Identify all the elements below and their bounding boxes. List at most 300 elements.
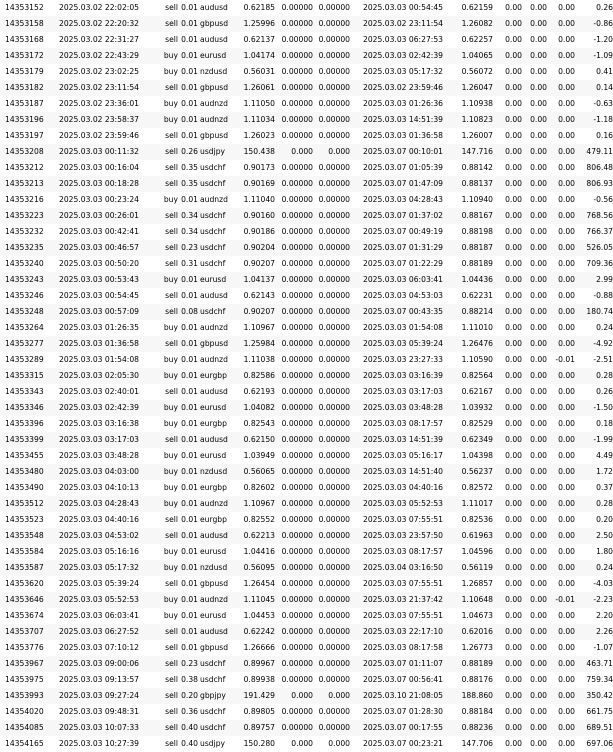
ticket-cell: 14353187 [5, 99, 44, 108]
ticket-cell: 14353396 [5, 419, 44, 428]
symbol-cell: audusd [200, 3, 228, 12]
trade-type-cell: sell [165, 531, 178, 540]
column-spacer [350, 256, 363, 272]
profit-cell: 0.37 [596, 483, 613, 492]
taxes-cell: 0.00 [530, 339, 547, 348]
trade-type-cell: buy [163, 611, 178, 620]
take-profit-cell: 0.00000 [318, 211, 350, 220]
stop-loss-cell: 0.00000 [281, 435, 313, 444]
lot-size-cell: 0.01 [181, 403, 198, 412]
profit-cell: 697.06 [586, 739, 613, 748]
ticket-cell: 14353213 [5, 179, 44, 188]
ticket-cell: 14353343 [5, 387, 44, 396]
open-price-cell: 1.04082 [243, 403, 275, 412]
close-price-cell: 0.82529 [461, 419, 493, 428]
symbol-cell: gbpusd [200, 19, 229, 28]
lot-size-cell: 0.01 [181, 451, 198, 460]
column-spacer [350, 624, 363, 640]
profit-cell: 806.48 [586, 163, 613, 172]
table-row [0, 16, 613, 32]
column-spacer [350, 432, 363, 448]
column-spacer [350, 160, 363, 176]
take-profit-cell: 0.00000 [318, 35, 350, 44]
commission-cell: 0.00 [505, 3, 522, 12]
trade-type-cell: buy [163, 195, 178, 204]
take-profit-cell: 0.00000 [318, 643, 350, 652]
open-time-cell: 2025.03.03 00:53:43 [59, 275, 139, 284]
ticket-cell: 14353208 [5, 147, 44, 156]
taxes-cell: 0.00 [530, 115, 547, 124]
symbol-cell: audnzd [200, 323, 228, 332]
close-price-cell: 1.10938 [461, 99, 493, 108]
open-time-cell: 2025.03.03 02:05:30 [59, 371, 139, 380]
open-time-cell: 2025.03.03 09:48:31 [59, 707, 139, 716]
lot-size-cell: 0.01 [181, 483, 198, 492]
trade-type-cell: buy [163, 323, 178, 332]
taxes-cell: 0.00 [530, 451, 547, 460]
commission-cell: 0.00 [505, 403, 522, 412]
lot-size-cell: 0.01 [181, 467, 198, 476]
close-time-cell: 2025.03.03 08:17:58 [363, 643, 443, 652]
commission-cell: 0.00 [505, 19, 522, 28]
taxes-cell: 0.00 [530, 211, 547, 220]
ticket-cell: 14353182 [5, 83, 44, 92]
swap-cell: -0.01 [555, 355, 575, 364]
open-time-cell: 2025.03.03 04:53:02 [59, 531, 139, 540]
open-time-cell: 2025.03.03 04:03:00 [59, 467, 139, 476]
close-time-cell: 2025.03.07 01:28:30 [363, 707, 443, 716]
close-time-cell: 2025.03.03 08:17:57 [363, 419, 443, 428]
profit-cell: 2.50 [596, 531, 613, 540]
swap-cell: -0.01 [555, 595, 575, 604]
trade-type-cell: sell [165, 179, 178, 188]
ticket-cell: 14353235 [5, 243, 44, 252]
symbol-cell: usdchf [200, 243, 226, 252]
open-price-cell: 0.89805 [243, 707, 275, 716]
table-row [0, 736, 613, 750]
take-profit-cell: 0.00000 [318, 707, 350, 716]
take-profit-cell: 0.00000 [318, 51, 350, 60]
stop-loss-cell: 0.000 [291, 691, 313, 700]
column-spacer [350, 512, 363, 528]
open-time-cell: 2025.03.03 09:27:24 [59, 691, 139, 700]
open-price-cell: 1.10967 [243, 499, 275, 508]
lot-size-cell: 0.01 [181, 3, 198, 12]
ticket-cell: 14353158 [5, 19, 44, 28]
column-spacer [350, 672, 363, 688]
lot-size-cell: 0.01 [181, 547, 198, 556]
close-price-cell: 0.62167 [461, 387, 493, 396]
symbol-cell: usdchf [200, 211, 226, 220]
open-time-cell: 2025.03.03 04:28:43 [59, 499, 139, 508]
column-spacer [350, 640, 363, 656]
trade-type-cell: sell [165, 691, 178, 700]
take-profit-cell: 0.00000 [318, 387, 350, 396]
commission-cell: 0.00 [505, 435, 522, 444]
close-time-cell: 2025.03.03 07:55:51 [363, 611, 443, 620]
close-time-cell: 2025.03.03 05:16:17 [363, 451, 443, 460]
close-time-cell: 2025.03.03 04:28:43 [363, 195, 443, 204]
open-time-cell: 2025.03.03 00:16:04 [59, 163, 139, 172]
profit-cell: 1.80 [596, 547, 613, 556]
profit-cell: -2.51 [593, 355, 613, 364]
swap-cell: 0.00 [558, 643, 575, 652]
take-profit-cell: 0.00000 [318, 99, 350, 108]
close-price-cell: 1.04398 [461, 451, 493, 460]
ticket-cell: 14353315 [5, 371, 44, 380]
commission-cell: 0.00 [505, 323, 522, 332]
open-price-cell: 0.62185 [243, 3, 275, 12]
taxes-cell: 0.00 [530, 515, 547, 524]
column-spacer [350, 32, 363, 48]
taxes-cell: 0.00 [530, 723, 547, 732]
open-price-cell: 0.62143 [243, 291, 275, 300]
ticket-cell: 14354085 [5, 723, 44, 732]
stop-loss-cell: 0.00000 [281, 483, 313, 492]
open-price-cell: 0.62150 [243, 435, 275, 444]
column-spacer [350, 112, 363, 128]
taxes-cell: 0.00 [530, 3, 547, 12]
stop-loss-cell: 0.00000 [281, 163, 313, 172]
trade-type-cell: buy [163, 419, 178, 428]
lot-size-cell: 0.01 [181, 531, 198, 540]
stop-loss-cell: 0.00000 [281, 723, 313, 732]
symbol-cell: eurusd [200, 275, 227, 284]
take-profit-cell: 0.00000 [318, 595, 350, 604]
taxes-cell: 0.00 [530, 435, 547, 444]
open-time-cell: 2025.03.03 00:54:45 [59, 291, 139, 300]
column-spacer [350, 448, 363, 464]
stop-loss-cell: 0.00000 [281, 243, 313, 252]
symbol-cell: gbpusd [200, 339, 229, 348]
open-time-cell: 2025.03.03 06:27:52 [59, 627, 139, 636]
ticket-cell: 14353248 [5, 307, 44, 316]
trade-type-cell: sell [165, 643, 178, 652]
ticket-cell: 14353707 [5, 627, 44, 636]
commission-cell: 0.00 [505, 739, 522, 748]
profit-cell: 806.93 [586, 179, 613, 188]
close-time-cell: 2025.03.02 23:11:54 [363, 19, 443, 28]
taxes-cell: 0.00 [530, 227, 547, 236]
close-time-cell: 2025.03.07 01:22:29 [363, 259, 443, 268]
take-profit-cell: 0.00000 [318, 291, 350, 300]
commission-cell: 0.00 [505, 499, 522, 508]
profit-cell: 768.56 [586, 211, 613, 220]
profit-cell: 2.26 [596, 627, 613, 636]
close-price-cell: 1.04065 [461, 51, 493, 60]
open-time-cell: 2025.03.02 23:58:37 [59, 115, 139, 124]
ticket-cell: 14353548 [5, 531, 44, 540]
close-time-cell: 2025.03.03 07:55:51 [363, 579, 443, 588]
taxes-cell: 0.00 [530, 483, 547, 492]
open-price-cell: 1.25996 [243, 19, 275, 28]
close-time-cell: 2025.03.07 00:49:19 [363, 227, 443, 236]
close-time-cell: 2025.03.03 01:26:36 [363, 99, 443, 108]
symbol-cell: audusd [200, 627, 228, 636]
ticket-cell: 14354165 [5, 739, 44, 748]
ticket-cell: 14353264 [5, 323, 44, 332]
close-price-cell: 1.04673 [461, 611, 493, 620]
open-time-cell: 2025.03.03 00:11:32 [59, 147, 139, 156]
close-time-cell: 2025.03.03 04:40:16 [363, 483, 443, 492]
close-price-cell: 0.88189 [461, 659, 493, 668]
taxes-cell: 0.00 [530, 643, 547, 652]
profit-cell: -1.18 [593, 115, 613, 124]
taxes-cell: 0.00 [530, 195, 547, 204]
open-time-cell: 2025.03.03 03:16:38 [59, 419, 139, 428]
lot-size-cell: 0.01 [181, 627, 198, 636]
commission-cell: 0.00 [505, 35, 522, 44]
trade-type-cell: sell [165, 243, 178, 252]
close-time-cell: 2025.03.03 02:42:39 [363, 51, 443, 60]
close-price-cell: 0.62016 [461, 627, 493, 636]
trade-type-cell: buy [163, 99, 178, 108]
ticket-cell: 14353172 [5, 51, 44, 60]
commission-cell: 0.00 [505, 51, 522, 60]
stop-loss-cell: 0.00000 [281, 675, 313, 684]
stop-loss-cell: 0.00000 [281, 451, 313, 460]
lot-size-cell: 0.01 [181, 275, 198, 284]
lot-size-cell: 0.01 [181, 371, 198, 380]
stop-loss-cell: 0.00000 [281, 355, 313, 364]
stop-loss-cell: 0.00000 [281, 387, 313, 396]
profit-cell: 0.26 [596, 387, 613, 396]
close-time-cell: 2025.03.03 03:48:28 [363, 403, 443, 412]
taxes-cell: 0.00 [530, 531, 547, 540]
profit-cell: 0.16 [596, 131, 613, 140]
take-profit-cell: 0.00000 [318, 435, 350, 444]
profit-cell: -2.23 [593, 595, 613, 604]
profit-cell: -1.50 [593, 403, 613, 412]
stop-loss-cell: 0.00000 [281, 19, 313, 28]
close-time-cell: 2025.03.07 01:05:39 [363, 163, 443, 172]
close-time-cell: 2025.03.03 23:27:33 [363, 355, 443, 364]
take-profit-cell: 0.000 [328, 739, 350, 748]
stop-loss-cell: 0.00000 [281, 339, 313, 348]
trade-type-cell: buy [163, 499, 178, 508]
symbol-cell: audusd [200, 35, 228, 44]
table-row [0, 576, 613, 592]
table-row [0, 432, 613, 448]
symbol-cell: usdchf [200, 707, 226, 716]
profit-cell: -1.09 [593, 51, 613, 60]
symbol-cell: audnzd [200, 499, 228, 508]
taxes-cell: 0.00 [530, 35, 547, 44]
taxes-cell: 0.00 [530, 403, 547, 412]
commission-cell: 0.00 [505, 211, 522, 220]
symbol-cell: eurgbp [200, 371, 227, 380]
profit-cell: 0.24 [596, 323, 613, 332]
column-spacer [350, 544, 363, 560]
swap-cell: 0.00 [558, 467, 575, 476]
close-price-cell: 1.26047 [461, 83, 493, 92]
open-time-cell: 2025.03.03 01:26:35 [59, 323, 139, 332]
commission-cell: 0.00 [505, 131, 522, 140]
open-price-cell: 0.62137 [243, 35, 275, 44]
swap-cell: 0.00 [558, 659, 575, 668]
profit-cell: -1.99 [593, 435, 613, 444]
taxes-cell: 0.00 [530, 83, 547, 92]
close-price-cell: 0.62257 [461, 35, 493, 44]
symbol-cell: gbpusd [200, 83, 229, 92]
column-spacer [350, 416, 363, 432]
take-profit-cell: 0.00000 [318, 467, 350, 476]
trade-type-cell: buy [163, 355, 178, 364]
swap-cell: 0.00 [558, 51, 575, 60]
table-row [0, 256, 613, 272]
close-price-cell: 1.11010 [461, 323, 493, 332]
close-price-cell: 0.88198 [461, 227, 493, 236]
commission-cell: 0.00 [505, 227, 522, 236]
table-row [0, 320, 613, 336]
table-row [0, 208, 613, 224]
symbol-cell: eurgbp [200, 483, 227, 492]
open-time-cell: 2025.03.03 03:17:03 [59, 435, 139, 444]
swap-cell: 0.00 [558, 243, 575, 252]
commission-cell: 0.00 [505, 67, 522, 76]
trade-type-cell: buy [163, 563, 178, 572]
swap-cell: 0.00 [558, 563, 575, 572]
symbol-cell: eurusd [200, 451, 227, 460]
symbol-cell: eurgbp [200, 515, 227, 524]
swap-cell: 0.00 [558, 195, 575, 204]
profit-cell: 4.49 [596, 451, 613, 460]
lot-size-cell: 0.01 [181, 115, 198, 124]
stop-loss-cell: 0.00000 [281, 307, 313, 316]
table-row [0, 192, 613, 208]
take-profit-cell: 0.00000 [318, 547, 350, 556]
lot-size-cell: 0.34 [181, 227, 198, 236]
stop-loss-cell: 0.00000 [281, 611, 313, 620]
commission-cell: 0.00 [505, 691, 522, 700]
column-spacer [350, 144, 363, 160]
profit-cell: 766.37 [586, 227, 613, 236]
lot-size-cell: 0.01 [181, 131, 198, 140]
lot-size-cell: 0.01 [181, 99, 198, 108]
column-spacer [350, 704, 363, 720]
open-price-cell: 1.11034 [243, 115, 275, 124]
commission-cell: 0.00 [505, 195, 522, 204]
column-spacer [350, 64, 363, 80]
lot-size-cell: 0.01 [181, 595, 198, 604]
ticket-cell: 14354020 [5, 707, 44, 716]
lot-size-cell: 0.01 [181, 19, 198, 28]
stop-loss-cell: 0.00000 [281, 403, 313, 412]
close-price-cell: 1.26082 [461, 19, 493, 28]
open-time-cell: 2025.03.03 04:40:16 [59, 515, 139, 524]
lot-size-cell: 0.01 [181, 195, 198, 204]
swap-cell: 0.00 [558, 163, 575, 172]
take-profit-cell: 0.00000 [318, 227, 350, 236]
close-price-cell: 1.10940 [461, 195, 493, 204]
close-time-cell: 2025.03.07 00:23:21 [363, 739, 443, 748]
commission-cell: 0.00 [505, 419, 522, 428]
taxes-cell: 0.00 [530, 595, 547, 604]
swap-cell: 0.00 [558, 451, 575, 460]
column-spacer [350, 656, 363, 672]
column-spacer [350, 272, 363, 288]
lot-size-cell: 0.01 [181, 419, 198, 428]
close-time-cell: 2025.03.03 05:17:32 [363, 67, 443, 76]
table-row [0, 592, 613, 608]
column-spacer [350, 304, 363, 320]
column-spacer [350, 480, 363, 496]
stop-loss-cell: 0.00000 [281, 227, 313, 236]
lot-size-cell: 0.26 [181, 147, 198, 156]
close-price-cell: 0.56072 [461, 67, 493, 76]
symbol-cell: audnzd [200, 99, 228, 108]
stop-loss-cell: 0.00000 [281, 547, 313, 556]
taxes-cell: 0.00 [530, 659, 547, 668]
open-time-cell: 2025.03.02 22:43:29 [59, 51, 139, 60]
profit-cell: 0.14 [596, 83, 613, 92]
ticket-cell: 14353993 [5, 691, 44, 700]
commission-cell: 0.00 [505, 259, 522, 268]
ticket-cell: 14353346 [5, 403, 44, 412]
take-profit-cell: 0.00000 [318, 67, 350, 76]
lot-size-cell: 0.01 [181, 323, 198, 332]
lot-size-cell: 0.40 [181, 739, 198, 748]
symbol-cell: audnzd [200, 355, 228, 364]
column-spacer [350, 400, 363, 416]
table-row [0, 288, 613, 304]
ticket-cell: 14353584 [5, 547, 44, 556]
taxes-cell: 0.00 [530, 259, 547, 268]
trade-type-cell: sell [165, 307, 178, 316]
table-row [0, 720, 613, 736]
open-time-cell: 2025.03.03 00:26:01 [59, 211, 139, 220]
profit-cell: 0.41 [596, 67, 613, 76]
table-row [0, 32, 613, 48]
open-price-cell: 0.90207 [243, 259, 275, 268]
close-price-cell: 1.04596 [461, 547, 493, 556]
stop-loss-cell: 0.00000 [281, 371, 313, 380]
stop-loss-cell: 0.00000 [281, 131, 313, 140]
open-time-cell: 2025.03.03 01:54:08 [59, 355, 139, 364]
commission-cell: 0.00 [505, 483, 522, 492]
ticket-cell: 14353646 [5, 595, 44, 604]
open-time-cell: 2025.03.02 22:20:32 [59, 19, 139, 28]
trade-type-cell: buy [163, 51, 178, 60]
taxes-cell: 0.00 [530, 547, 547, 556]
taxes-cell: 0.00 [530, 147, 547, 156]
taxes-cell: 0.00 [530, 355, 547, 364]
table-row [0, 352, 613, 368]
open-price-cell: 0.90186 [243, 227, 275, 236]
lot-size-cell: 0.40 [181, 723, 198, 732]
trade-type-cell: sell [165, 723, 178, 732]
commission-cell: 0.00 [505, 547, 522, 556]
trade-type-cell: buy [163, 403, 178, 412]
take-profit-cell: 0.00000 [318, 627, 350, 636]
swap-cell: 0.00 [558, 419, 575, 428]
swap-cell: 0.00 [558, 307, 575, 316]
take-profit-cell: 0.00000 [318, 403, 350, 412]
close-time-cell: 2025.03.07 00:10:01 [363, 147, 443, 156]
profit-cell: -4.92 [593, 339, 613, 348]
commission-cell: 0.00 [505, 243, 522, 252]
open-time-cell: 2025.03.03 05:16:16 [59, 547, 139, 556]
column-spacer [350, 80, 363, 96]
lot-size-cell: 0.35 [181, 163, 198, 172]
table-row [0, 368, 613, 384]
ticket-cell: 14353197 [5, 131, 44, 140]
close-price-cell: 0.56237 [461, 467, 493, 476]
table-row [0, 304, 613, 320]
trade-type-cell: sell [165, 211, 178, 220]
close-time-cell: 2025.03.03 23:57:50 [363, 531, 443, 540]
take-profit-cell: 0.00000 [318, 723, 350, 732]
